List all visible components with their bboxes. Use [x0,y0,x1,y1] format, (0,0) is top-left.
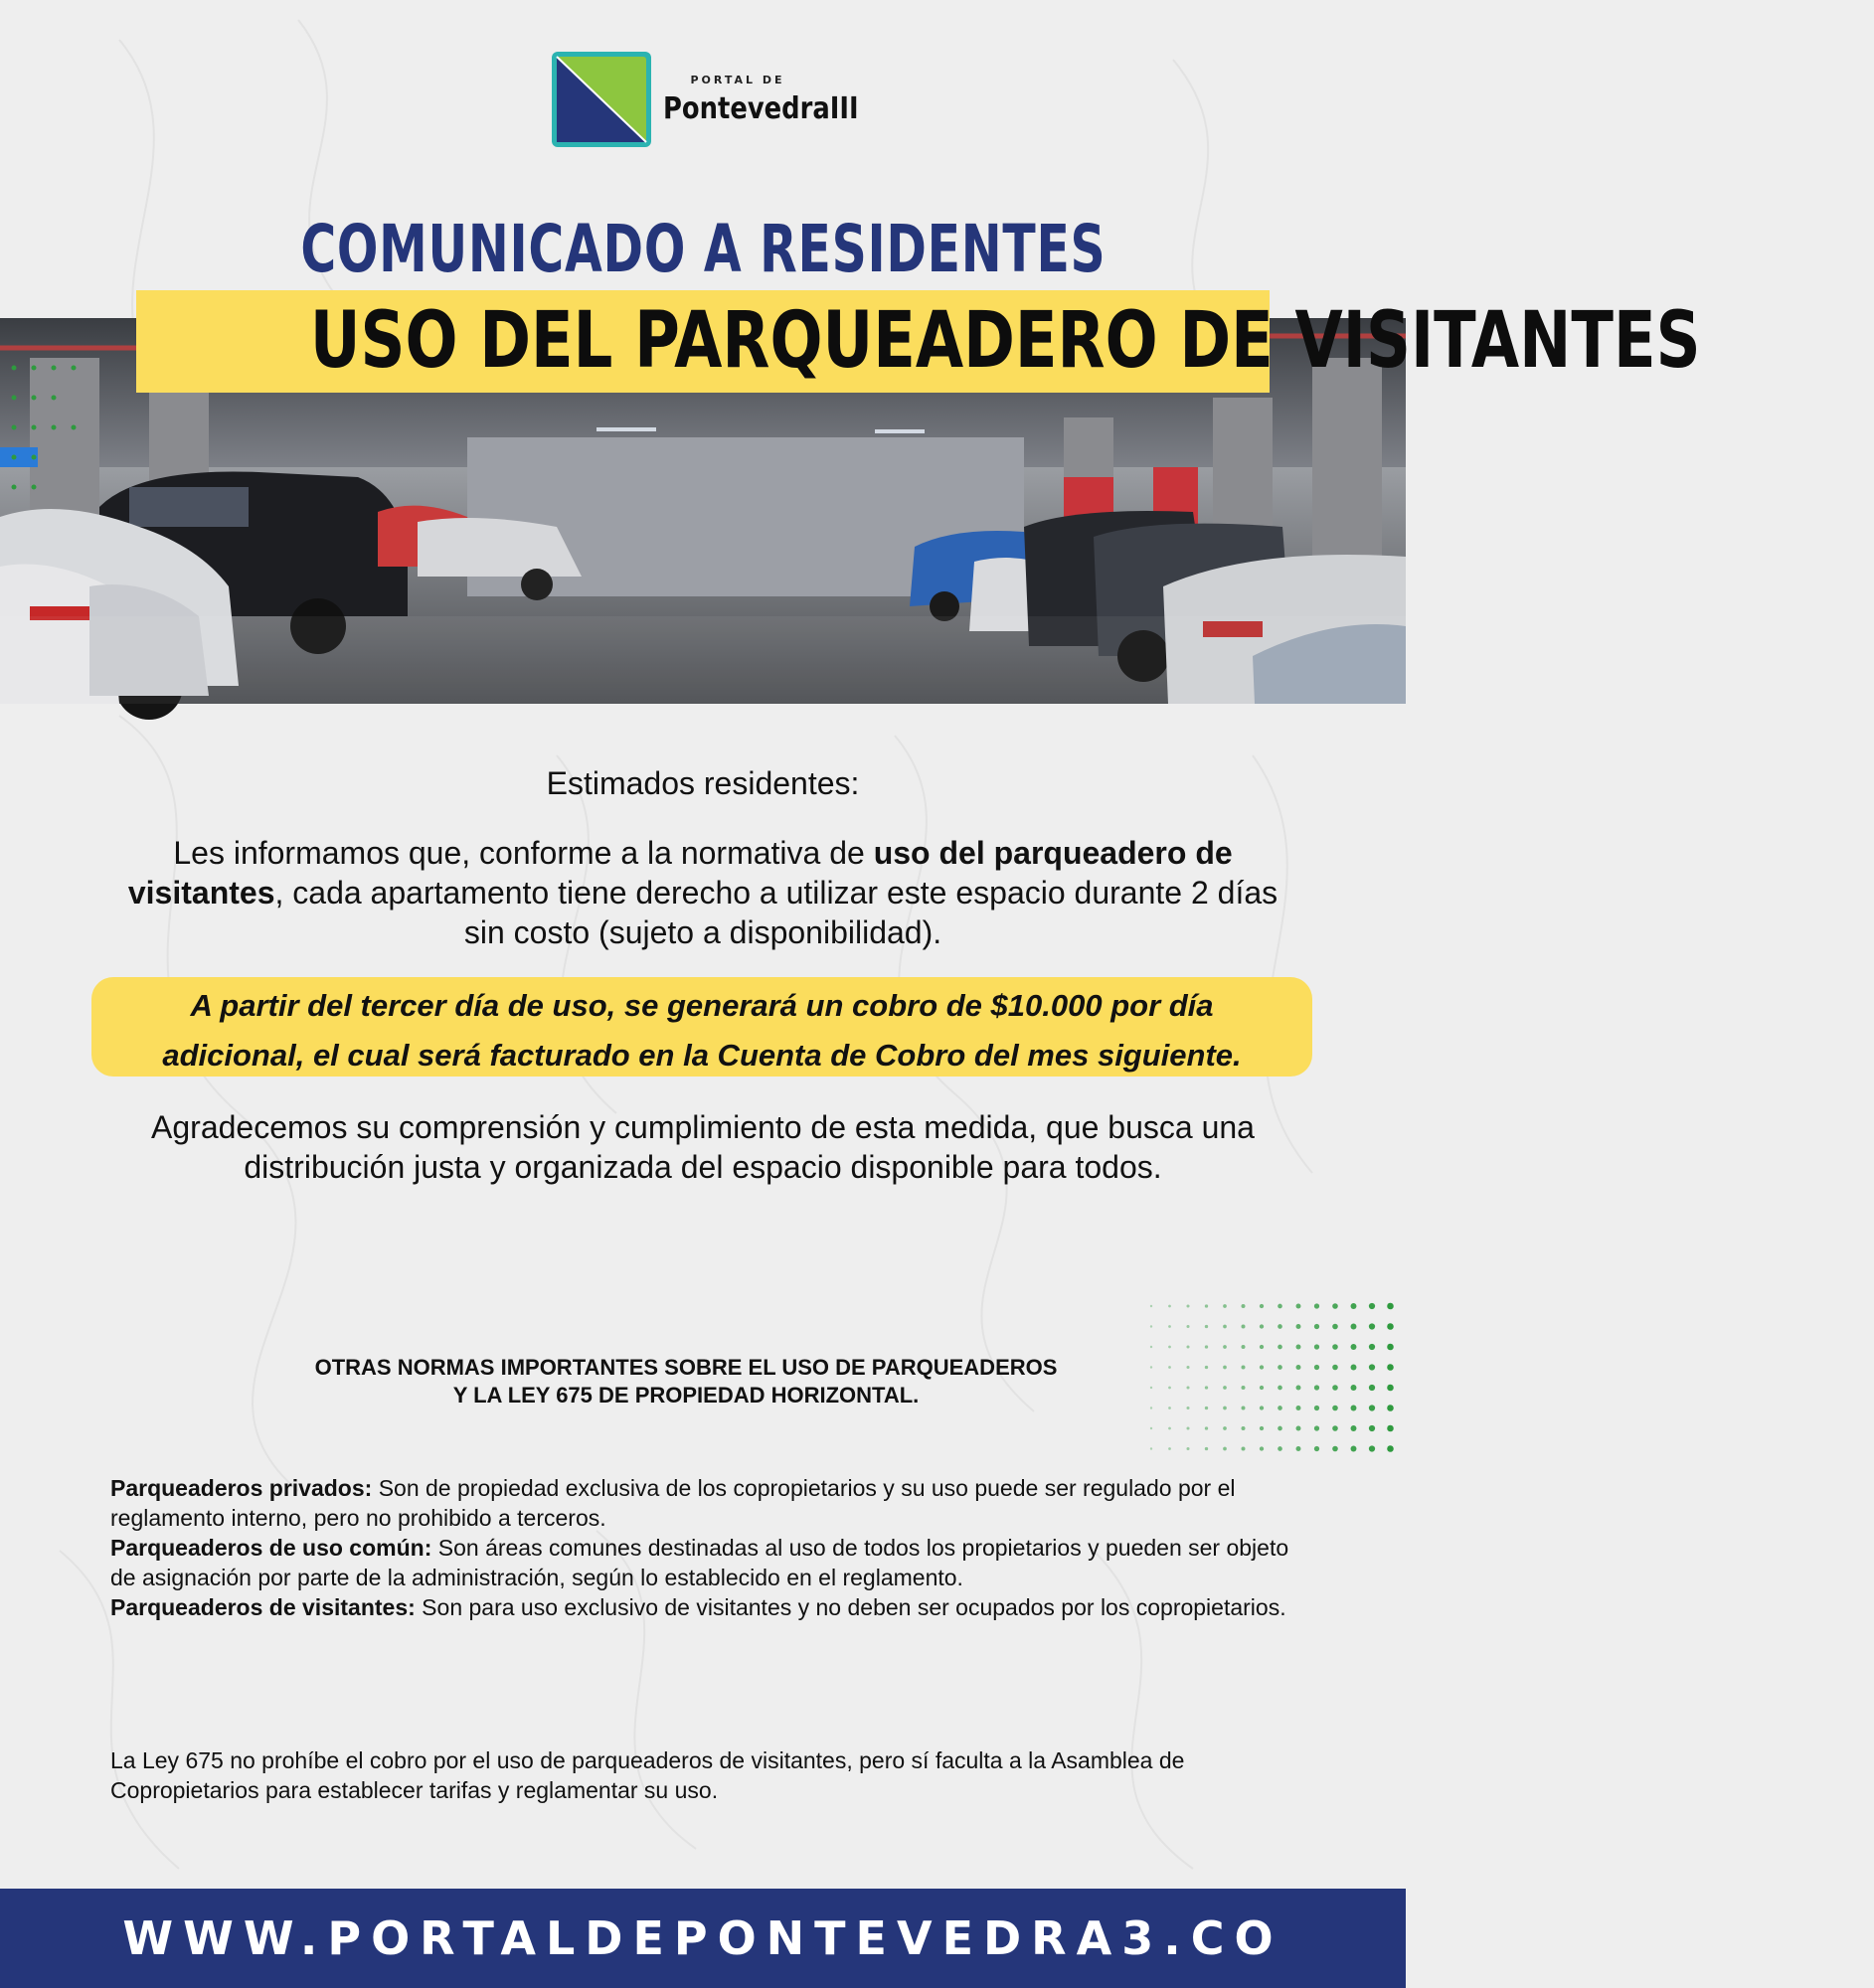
decor-dot [1150,1325,1152,1327]
thanks-paragraph: Agradecemos su comprensión y cumplimiento de esta medida, que busca una distribución justa y organizada del espacio disponible para todos. [151,1109,1255,1185]
decor-dot [1242,1386,1246,1390]
decor-dot [1387,1385,1394,1392]
decor-dot [1351,1425,1357,1431]
portal-pontevedra-logo-icon [550,50,653,149]
decor-dot [1168,1305,1171,1308]
decor-dot [1369,1425,1375,1431]
decor-dot [1332,1324,1338,1330]
decor-dot [1205,1325,1208,1328]
decor-dot [1278,1365,1282,1370]
decor-dot [1351,1406,1357,1411]
decor-dot [1205,1407,1208,1409]
decor-dot [1369,1344,1375,1350]
decor-dot [1242,1345,1246,1349]
decor-dot [1260,1345,1264,1349]
decor-dot [1332,1303,1338,1309]
rules-list [110,1473,1303,1622]
info-paragraph: Les informamos que, conforme a la normativa de uso del parqueadero de visitantes, cada apartamento tiene derecho a utilizar este espacio durante 2 días sin costo (sujeto a disponibilidad). [127,835,1278,950]
decor-dot [1223,1386,1227,1390]
decor-dot [1296,1304,1301,1309]
decor-dot [1168,1427,1171,1430]
decor-dot [1260,1324,1264,1328]
decor-dot [1186,1366,1189,1369]
decor-dot [1223,1304,1227,1308]
decor-dot [1387,1344,1394,1351]
decor-dot [1168,1447,1171,1450]
decor-dot [1186,1407,1189,1409]
footer [0,1889,1406,1988]
decor-dot [1168,1346,1171,1349]
decor-dot [1332,1446,1338,1452]
decor-dot [1186,1325,1189,1328]
decor-dot [1205,1304,1208,1307]
decor-dot [1351,1344,1357,1350]
decor-dot [1314,1425,1319,1430]
decor-dot [1278,1426,1282,1431]
decor-dot [1260,1304,1264,1308]
decor-dot [1223,1426,1227,1430]
decor-dot [1387,1364,1394,1371]
logo-name: PontevedraIII [663,91,859,126]
decor-dot [1314,1385,1319,1390]
decor-dot [1223,1325,1227,1329]
decor-dot [1314,1344,1319,1349]
decor-dot [1242,1407,1246,1410]
decor-dot [1150,1427,1152,1429]
decor-dot [1332,1365,1338,1371]
decor-dot [1186,1304,1189,1307]
decor-dot [1314,1303,1319,1308]
decor-dot [1278,1304,1282,1309]
decor-dot [1296,1345,1301,1350]
decor-dot [1150,1366,1152,1368]
law-note: La Ley 675 no prohíbe el cobro por el uso de parqueaderos de visitantes, pero sí faculta a la Asamblea de Copropietarios para establecer tarifas y reglamentar su uso. [110,1747,1185,1803]
website-url[interactable]: WWW.PORTALDEPONTEVEDRA3.CO [122,1911,1283,1965]
rules-heading: OTRAS NORMAS IMPORTANTES SOBRE EL USO DE PARQUEADEROS Y LA LEY 675 DE PROPIEDAD HORIZONTAL. [314,1355,1058,1408]
decor-dot [1260,1365,1264,1369]
decor-dot [1260,1446,1264,1450]
decor-dot [1150,1407,1152,1408]
decor-dot [1205,1366,1208,1369]
decor-dot [1387,1445,1394,1452]
decor-dot [1223,1407,1227,1410]
decor-dot [1296,1386,1301,1391]
decor-dot [1369,1405,1375,1410]
decor-dot [1150,1447,1152,1449]
decor-dot [1242,1325,1246,1329]
decor-dot [1242,1426,1246,1430]
decor-dot [1296,1324,1301,1329]
decor-dot [1332,1385,1338,1391]
decor-dot [1351,1324,1357,1330]
decor-dot [1150,1346,1152,1348]
decor-dot [1278,1446,1282,1451]
decor-dot [1186,1345,1189,1348]
decor-dot [1314,1446,1319,1451]
decor-dot [1223,1345,1227,1349]
decor-dot [1351,1385,1357,1391]
decor-dot [1168,1387,1171,1390]
list-item: Parqueaderos de visitantes: Son para uso exclusivo de visitantes y no deben ser ocupados por los copropietarios. [110,1594,1286,1620]
decor-dot [1205,1447,1208,1450]
decor-dot [1296,1426,1301,1431]
decor-dot [1369,1323,1375,1329]
title-banner: USO DEL PARQUEADERO DE VISITANTES [136,290,1270,393]
decor-dot [1278,1345,1282,1350]
decor-dot [1168,1366,1171,1369]
decor-dot [1278,1324,1282,1329]
decor-dot [1387,1425,1394,1432]
decor-dot [1205,1426,1208,1429]
decor-dot [1260,1426,1264,1430]
decor-dot [1168,1407,1171,1409]
decor-dot [1186,1426,1189,1429]
greeting: Estimados residentes: [546,765,860,801]
page-title: COMUNICADO A RESIDENTES [299,211,1107,287]
decor-dot [1296,1365,1301,1370]
decor-dot [1387,1405,1394,1411]
decor-dot [1186,1386,1189,1389]
decor-dot [1369,1303,1375,1309]
logo [550,50,858,149]
decor-dot [1369,1385,1375,1391]
decor-dot [1150,1387,1152,1389]
decor-dot [1296,1406,1301,1410]
list-item: Parqueaderos de uso común: Son áreas comunes destinadas al uso de todos los propietarios y pueden ser objeto de asignación por parte de la administración, según lo establecido en el reglamento. [110,1535,1289,1590]
decor-dot [1314,1365,1319,1370]
decor-dot [1223,1366,1227,1370]
decor-dot [1278,1386,1282,1391]
decor-dot [1387,1323,1394,1330]
decor-dot [1223,1447,1227,1451]
decor-dot [1150,1305,1152,1307]
decor-dot [1278,1406,1282,1410]
decor-dot [1351,1303,1357,1309]
decor-dot [1369,1364,1375,1370]
decor-dot [1369,1445,1375,1451]
logo-subtitle: PORTAL DE [690,74,785,86]
decor-dot [1242,1447,1246,1451]
decor-dot [1242,1366,1246,1370]
decor-dot [1260,1386,1264,1390]
decor-dot [1205,1386,1208,1389]
decor-dot [1332,1425,1338,1431]
decor-dot [1186,1447,1189,1450]
decor-dot [1332,1406,1338,1411]
highlight-notice: A partir del tercer día de uso, se generará un cobro de $10.000 por día adicional, el cual será facturado en la Cuenta de Cobro del mes siguiente. [162,988,1242,1073]
dot-pattern [1145,1300,1406,1457]
decor-dot [1314,1406,1319,1410]
decor-dot [1260,1406,1264,1409]
bold-phrase: uso del parqueadero de visitantes [127,835,1233,911]
decor-dot [1332,1344,1338,1350]
decor-dot [1314,1324,1319,1329]
decor-dot [1242,1304,1246,1308]
list-item: Parqueaderos privados: Son de propiedad exclusiva de los copropietarios y su uso puede ser regulado por el reglamento interno, pero no prohibido a terceros. [110,1475,1236,1531]
decor-dot [1351,1365,1357,1371]
decor-dot [1205,1345,1208,1348]
decor-dot [1387,1303,1394,1310]
decor-dot [1351,1446,1357,1452]
decor-dot [1296,1446,1301,1451]
decor-dot [1168,1325,1171,1328]
